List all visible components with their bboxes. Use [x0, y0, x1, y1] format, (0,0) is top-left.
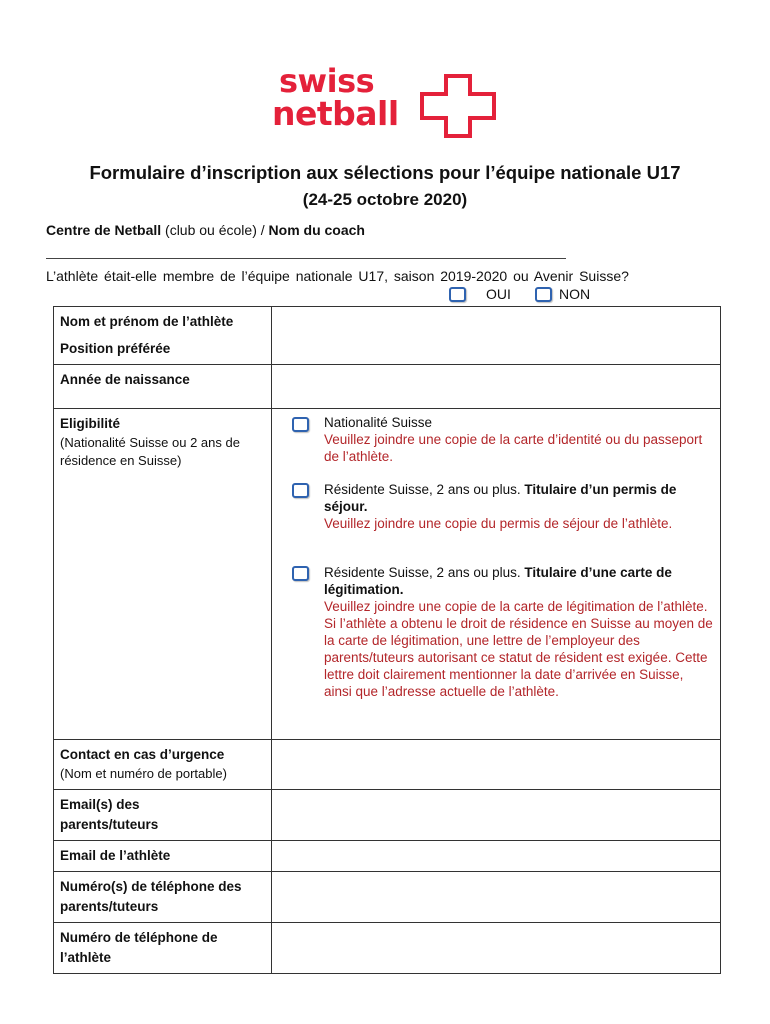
opt3-text-wrap	[324, 564, 714, 598]
athlete-form-table	[53, 306, 721, 974]
table-row	[54, 790, 721, 841]
centre-label: Centre de Netball	[46, 222, 162, 238]
email-parents-label-cell	[54, 790, 272, 841]
oui-checkbox[interactable]	[449, 287, 466, 302]
tel-parents-label-cell	[54, 872, 272, 923]
eligibilite-options-cell	[272, 409, 721, 740]
eligibility-permit-checkbox[interactable]	[292, 483, 309, 498]
table-row	[54, 923, 721, 974]
tel-athlete-label-cell	[54, 923, 272, 974]
opt2-text-wrap	[324, 481, 714, 515]
contact-label-cell	[54, 740, 272, 790]
form-dates: (24-25 octobre 2020)	[302, 190, 468, 209]
name-position-label-cell	[54, 307, 272, 365]
eligibility-option-1	[324, 414, 714, 465]
email-parents-label: Email(s) des parents/tuteurs	[60, 797, 159, 832]
annee-label-cell	[54, 365, 272, 409]
centre-paren: (club ou école) /	[161, 222, 269, 238]
email-athlete-label: Email de l’athlète	[60, 848, 171, 863]
previous-team-question: L’athlète était-elle membre de l’équipe nationale U17, saison 2019-2020 ou Avenir Suisse?	[46, 268, 629, 284]
opt3-note1: Veuillez joindre une copie de la carte de légitimation de l’athlète.	[324, 599, 708, 614]
eligibility-option-2	[324, 481, 714, 532]
logo-word-netball: netball	[272, 94, 399, 133]
name-position-field[interactable]	[272, 307, 721, 365]
opt2-note: Veuillez joindre une copie du permis de séjour de l’athlète.	[324, 516, 673, 531]
email-athlete-field[interactable]	[272, 841, 721, 872]
email-athlete-label-cell	[54, 841, 272, 872]
swiss-cross-icon	[420, 74, 498, 140]
centre-coach-input-line[interactable]	[46, 258, 566, 259]
opt1-text: Nationalité Suisse	[324, 415, 433, 430]
opt2-bold: Titulaire d’un permis de séjour.	[324, 482, 677, 514]
table-row	[54, 872, 721, 923]
annee-label: Année de naissance	[60, 372, 190, 387]
annee-field[interactable]	[272, 365, 721, 409]
eligibility-nationality-checkbox[interactable]	[292, 417, 309, 432]
form-title: Formulaire d’inscription aux sélections pour l’équipe nationale U17	[89, 162, 681, 183]
opt3-bold: Titulaire d’une carte de légitimation.	[324, 565, 672, 597]
table-row	[54, 409, 721, 740]
nom-label: Nom et prénom de l’athlète	[60, 314, 234, 329]
contact-label: Contact en cas d’urgence	[60, 747, 225, 762]
eligibilite-label-cell	[54, 409, 272, 740]
table-row	[54, 841, 721, 872]
centre-coach-label	[46, 222, 365, 238]
table-row	[54, 740, 721, 790]
oui-label: OUI	[486, 286, 511, 302]
tel-athlete-label: Numéro de téléphone de l’athlète	[60, 930, 218, 965]
opt3-note2: Si l’athlète a obtenu le droit de résidence en Suisse au moyen de la carte de légitimation, une lettre de l’employeur des parents/tuteurs autorisant ce statut de résident est exigée. Cette lettre doit clairement mentionner la date d’arrivée en Suisse, ainsi que l’adresse actuelle de l’athlète.	[324, 616, 713, 699]
non-checkbox[interactable]	[535, 287, 552, 302]
coach-label: Nom du coach	[268, 222, 365, 238]
table-row	[54, 307, 721, 365]
swiss-netball-logo	[272, 62, 502, 144]
tel-parents-field[interactable]	[272, 872, 721, 923]
position-label: Position préférée	[60, 341, 171, 356]
contact-sublabel: (Nom et numéro de portable)	[60, 766, 227, 781]
logo-word-swiss: swiss	[279, 62, 375, 100]
opt1-note: Veuillez joindre une copie de la carte d’identité ou du passeport de l’athlète.	[324, 432, 703, 464]
email-parents-field[interactable]	[272, 790, 721, 841]
tel-parents-label: Numéro(s) de téléphone des parents/tuteurs	[60, 879, 242, 914]
eligibilite-sublabel: (Nationalité Suisse ou 2 ans de résidence en Suisse)	[60, 435, 240, 468]
tel-athlete-field[interactable]	[272, 923, 721, 974]
opt3-text: Résidente Suisse, 2 ans ou plus.	[324, 565, 525, 580]
eligibility-legitimation-checkbox[interactable]	[292, 566, 309, 581]
table-row	[54, 365, 721, 409]
eligibility-option-3	[324, 564, 714, 700]
non-label: NON	[559, 286, 591, 302]
opt2-text: Résidente Suisse, 2 ans ou plus.	[324, 482, 525, 497]
contact-field[interactable]	[272, 740, 721, 790]
eligibilite-label: Eligibilité	[60, 416, 121, 431]
